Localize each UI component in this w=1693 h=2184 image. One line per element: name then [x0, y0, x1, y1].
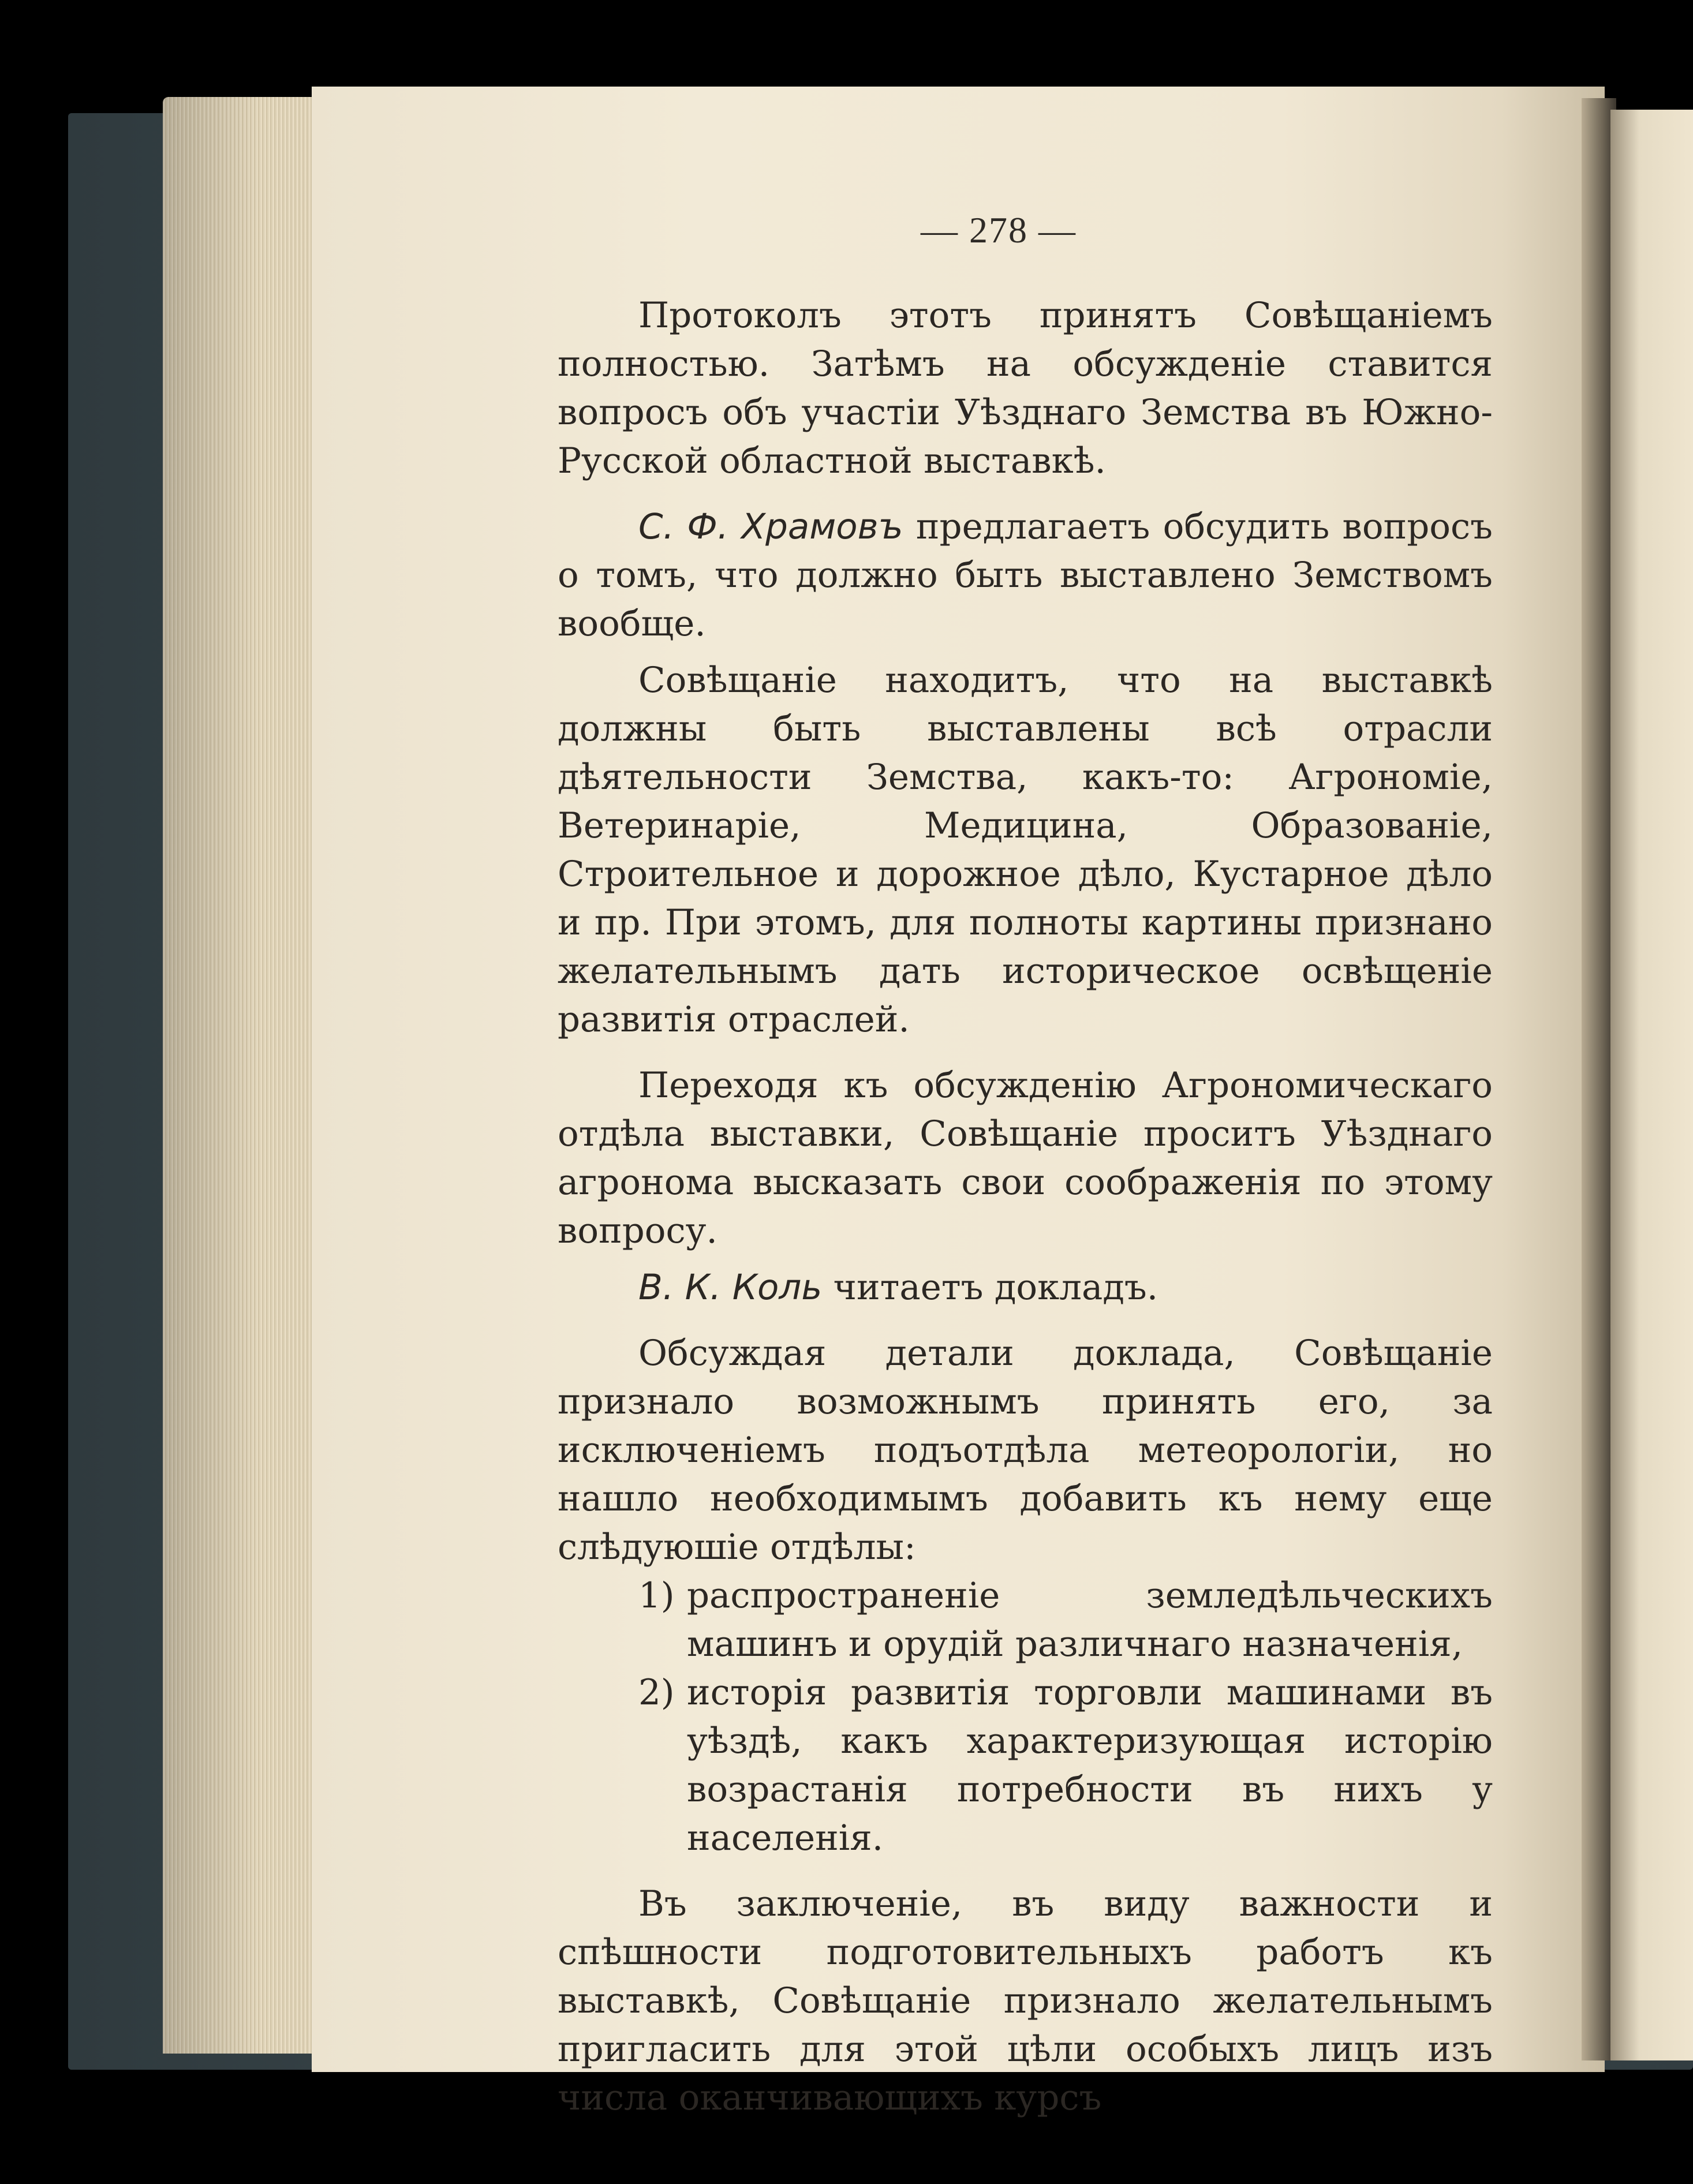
- paragraph-3: Совѣщаніе находитъ, что на выставкѣ должны быть выставлены всѣ отрасли дѣятельности Земства, какъ-то: Агрономіе, Ветеринаріе, Медицина, Образованіе, Строительное и дорожное дѣло, Кустарное дѣло и пр. При этомъ, для полноты картины признано желательнымъ дать историческое освѣщеніе развитія отраслей.: [558, 660, 1493, 1040]
- paragraph-5-text: читаетъ докладъ.: [822, 1267, 1158, 1308]
- page-text: [558, 291, 1493, 2122]
- list-item: [558, 1572, 1493, 1669]
- paragraph-7: Въ заключеніе, въ виду важности и спѣшности подготовительныхъ работъ къ выставкѣ, Совѣщаніе признало желательнымъ пригласить для этой цѣли особыхъ лицъ изъ числа оканчивающихъ курсъ: [558, 1883, 1493, 2118]
- list-number: 1): [638, 1575, 675, 1616]
- list-number: 2): [638, 1672, 675, 1713]
- list-item-text: распространеніе земледѣльческихъ машинъ и орудій различнаго назначенія,: [687, 1575, 1493, 1665]
- page-edges-shadow: [163, 97, 324, 2054]
- speaker-name: В. К. Коль: [638, 1267, 823, 1308]
- page-number: — 278 —: [921, 210, 1077, 250]
- paragraph-6: Обсуждая детали доклада, Совѣщаніе признало возможнымъ принять его, за исключеніемъ подъотдѣла метеорологіи, но нашло необходимымъ добавить къ нему еще слѣдуюшіе отдѣлы:: [558, 1333, 1493, 1568]
- facing-page: [1610, 110, 1693, 2060]
- list-item: [558, 1669, 1493, 1863]
- paragraph-4: Переходя къ обсужденію Агрономическаго отдѣла выставки, Совѣщаніе проситъ Уѣзднаго агронома высказать свои соображенія по этому вопросу.: [558, 1065, 1493, 1251]
- paragraph-5: [558, 1263, 1493, 1312]
- paragraph-2-text: предлагаетъ обсудить вопросъ о томъ, что должно быть выставлено Земствомъ вообще.: [558, 506, 1493, 644]
- list-item-text: исторія развитія торговли машинами въ уѣздѣ, какъ характеризующая исторію возрастанія потребности въ нихъ у населенія.: [687, 1672, 1493, 1858]
- speaker-name: С. Ф. Храмовъ: [638, 506, 903, 547]
- paragraph-2: [558, 503, 1493, 648]
- paragraph-1: Протоколъ этотъ принятъ Совѣщаніемъ полностью. Затѣмъ на обсужденіе ставится вопросъ объ участіи Уѣзднаго Земства въ Южно-Русской областной выставкѣ.: [558, 295, 1493, 481]
